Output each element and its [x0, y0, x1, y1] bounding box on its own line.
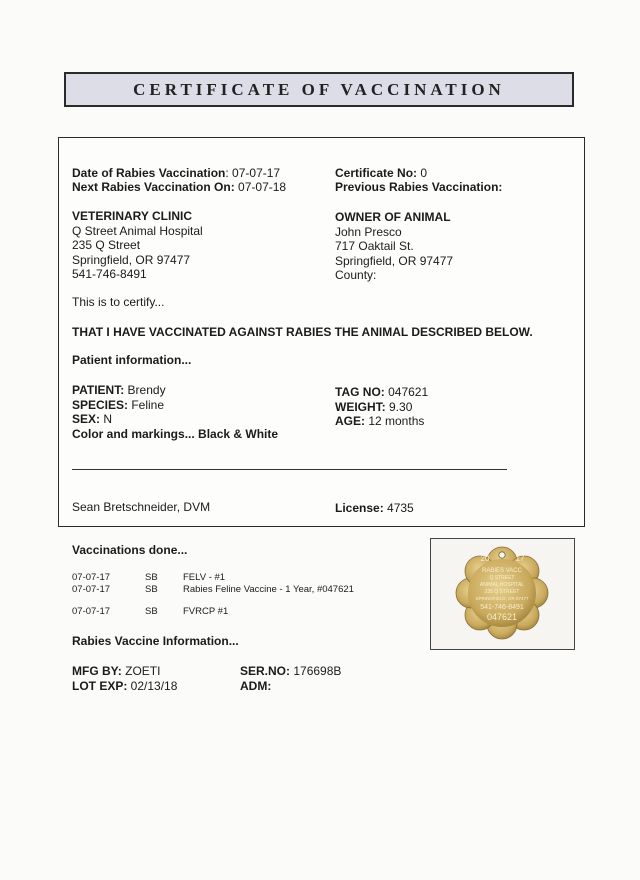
vaccination-date: 07-07-17 — [72, 572, 111, 583]
rabies-vaccination-date: Date of Rabies Vaccination: 07-07-17 — [72, 166, 281, 180]
rabies-tag-photo — [430, 538, 575, 650]
tag-line4: 235 Q STREET — [484, 589, 520, 595]
owner-heading: OWNER OF ANIMAL — [335, 210, 451, 224]
vaccination-name: Rabies Feline Vaccine - 1 Year, #047621 — [183, 584, 354, 595]
patient-age: AGE: 12 months — [335, 414, 425, 428]
next-rabies-vaccination: Next Rabies Vaccination On: 07-07-18 — [72, 180, 287, 194]
patient-details-right — [335, 385, 428, 429]
vaccinations-heading: Vaccinations done... — [72, 543, 188, 557]
rabies-info-right — [240, 664, 341, 693]
rabies-info-left — [72, 664, 177, 693]
patient-sex: SEX: N — [72, 412, 113, 426]
lot-expiration: LOT EXP: 02/13/18 — [72, 678, 178, 693]
patient-name: PATIENT: Brendy — [72, 383, 166, 397]
certificate-number: Certificate No: 0 — [335, 166, 428, 180]
owner-block — [335, 210, 453, 283]
patient-info-heading: Patient information... — [72, 353, 192, 367]
patient-weight: WEIGHT: 9.30 — [335, 399, 413, 414]
rabies-tag-icon — [431, 539, 574, 649]
certificate-title: CERTIFICATE OF VACCINATION — [133, 79, 505, 99]
tag-line3: ANIMAL HOSPITAL — [479, 582, 525, 588]
vaccination-name: FVRCP #1 — [183, 606, 229, 617]
tag-line1: RABIES VACC — [482, 568, 522, 574]
clinic-street: 235 Q Street — [72, 238, 141, 252]
tag-year-left: 20 — [480, 554, 490, 563]
clinic-heading: VETERINARY CLINIC — [72, 209, 193, 223]
owner-name: John Presco — [335, 224, 402, 239]
signature-line — [72, 469, 507, 470]
vaccination-initials: SB — [145, 606, 158, 617]
veterinarian-name: Sean Bretschneider, DVM — [72, 500, 211, 514]
vaccination-initials: SB — [145, 584, 158, 595]
certificate-title-banner — [64, 72, 574, 107]
patient-species: SPECIES: Feline — [72, 397, 165, 412]
clinic-city: Springfield, OR 97477 — [72, 252, 191, 267]
tag-year-right: 17 — [515, 554, 525, 563]
owner-county: County: — [335, 268, 377, 282]
patient-tag-number: TAG NO: 047621 — [335, 385, 429, 399]
administered: ADM: — [240, 678, 272, 693]
vaccination-date: 07-07-17 — [72, 584, 111, 595]
tag-line6: 541-746-8491 — [480, 604, 524, 611]
patient-details-left — [72, 383, 278, 441]
tag-line5: SPRINGFIELD, OR 97477 — [475, 596, 529, 601]
owner-street: 717 Oaktail St. — [335, 239, 414, 253]
owner-city: Springfield, OR 97477 — [335, 253, 454, 268]
serial-number: SER.NO: 176698B — [240, 664, 342, 678]
clinic-block — [72, 209, 203, 282]
tag-line2: Q STREET — [489, 575, 515, 581]
vaccination-initials: SB — [145, 572, 158, 583]
patient-color-markings: Color and markings... Black & White — [72, 426, 279, 441]
tag-number: 047621 — [486, 612, 518, 622]
clinic-phone: 541-746-8491 — [72, 267, 147, 281]
previous-rabies-vaccination: Previous Rabies Vaccination: — [335, 180, 503, 194]
rabies-info-heading: Rabies Vaccine Information... — [72, 634, 239, 648]
vaccination-statement: THAT I HAVE VACCINATED AGAINST RABIES THE ANIMAL DESCRIBED BELOW. — [72, 325, 533, 339]
certify-text: This is to certify... — [72, 295, 165, 309]
vaccination-date: 07-07-17 — [72, 606, 111, 617]
clinic-name: Q Street Animal Hospital — [72, 223, 203, 238]
license-number: License: 4735 — [335, 501, 414, 515]
manufacturer: MFG BY: ZOETI — [72, 664, 161, 678]
vaccination-name: FELV - #1 — [183, 572, 226, 583]
